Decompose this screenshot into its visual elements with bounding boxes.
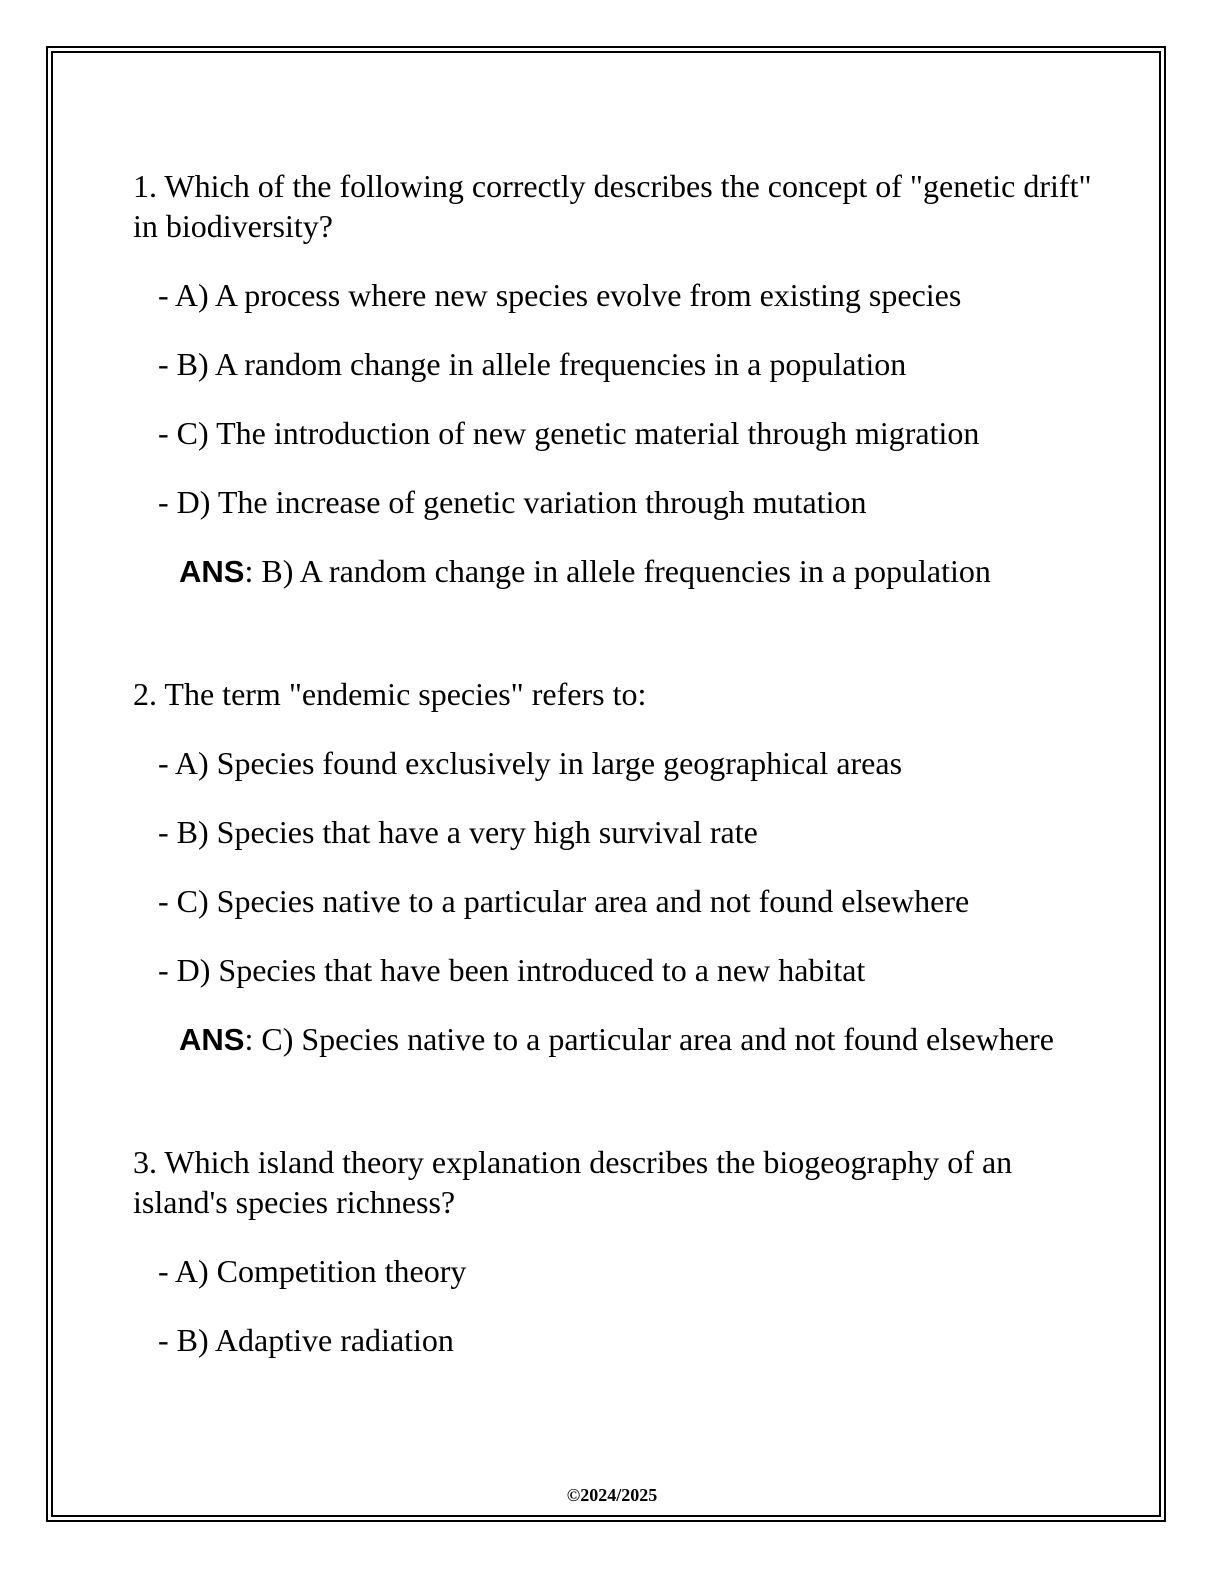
option-a: - A) A process where new species evolve from existing species — [158, 277, 962, 313]
answer-label: ANS — [179, 1022, 245, 1057]
question-stem: 2. The term "endemic species" refers to: — [133, 676, 647, 712]
question-1 — [133, 166, 1093, 592]
option-c: - C) Species native to a particular area and not found elsewhere — [158, 883, 970, 919]
question-2 — [133, 674, 1093, 1060]
option-d: - D) Species that have been introduced to a new habitat — [158, 952, 866, 988]
option-a: - A) Competition theory — [158, 1253, 467, 1289]
option-c: - C) The introduction of new genetic material through migration — [158, 415, 980, 451]
option-b: - B) Species that have a very high survival rate — [158, 814, 758, 850]
answer-text: : B) A random change in allele frequencies in a population — [244, 553, 991, 589]
question-spacer — [133, 592, 1093, 674]
answer-text: : C) Species native to a particular area and not found elsewhere — [244, 1021, 1054, 1057]
option-b: - B) Adaptive radiation — [158, 1322, 454, 1358]
question-3 — [133, 1142, 1093, 1360]
copyright-footer: ©2024/2025 — [566, 1485, 658, 1505]
option-a: - A) Species found exclusively in large geographical areas — [158, 745, 903, 781]
answer-line — [133, 551, 1093, 592]
option-b: - B) A random change in allele frequencies in a population — [158, 346, 907, 382]
question-list — [133, 166, 1093, 1360]
answer-label: ANS — [179, 554, 245, 589]
question-spacer — [133, 1060, 1093, 1142]
answer-line — [133, 1019, 1093, 1060]
question-stem: 3. Which island theory explanation describes the biogeography of an island's species richness? — [133, 1144, 1013, 1220]
question-stem: 1. Which of the following correctly describes the concept of "genetic drift" in biodiversity? — [133, 168, 1092, 244]
option-d: - D) The increase of genetic variation through mutation — [158, 484, 867, 520]
